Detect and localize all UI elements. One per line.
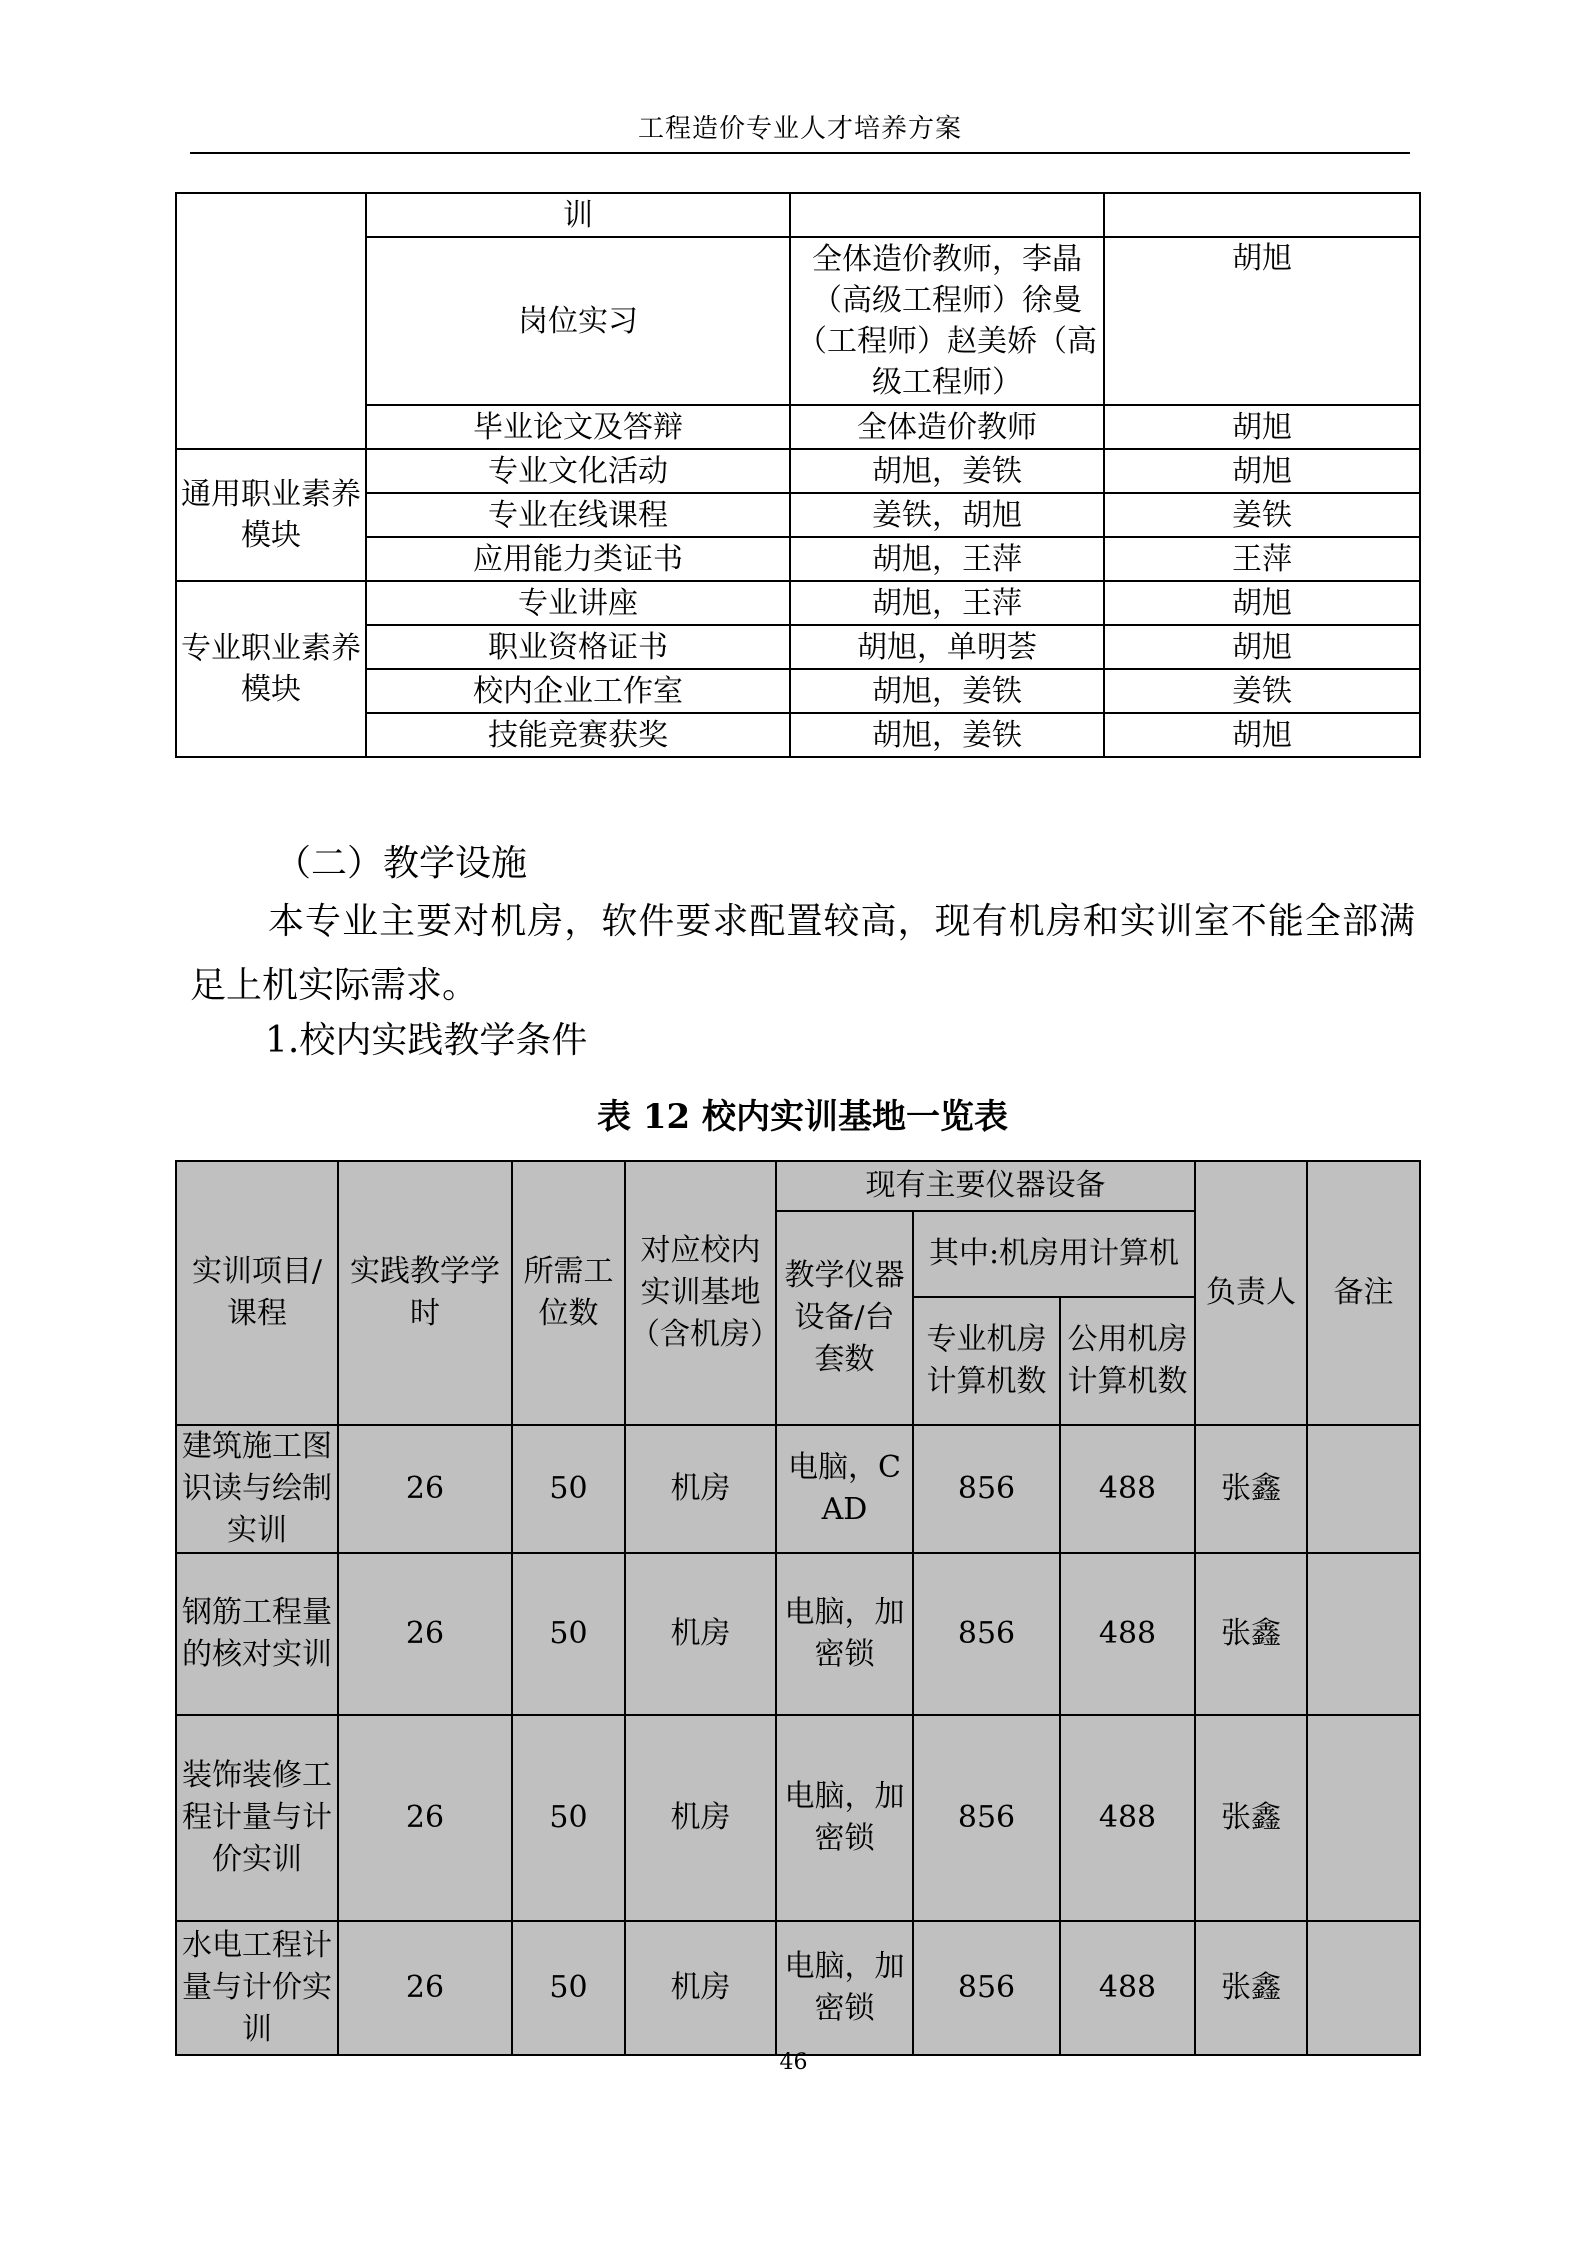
hours-cell: 26 — [338, 1553, 512, 1715]
header-dedicated: 专业机房计算机数 — [913, 1297, 1060, 1425]
lead-cell: 胡旭 — [1104, 237, 1420, 405]
project-cell: 建筑施工图识读与绘制实训 — [176, 1425, 338, 1553]
header-rule — [190, 152, 1410, 154]
stations-cell: 50 — [512, 1715, 625, 1921]
header-project: 实训项目/课程 — [176, 1161, 338, 1425]
dedicated-cell: 856 — [913, 1715, 1060, 1921]
teachers-cell: 全体造价教师 — [790, 405, 1104, 449]
header-stations: 所需工位数 — [512, 1161, 625, 1425]
public-cell: 488 — [1060, 1425, 1195, 1553]
lead-cell: 胡旭 — [1104, 405, 1420, 449]
public-cell: 488 — [1060, 1553, 1195, 1715]
header-owner: 负责人 — [1195, 1161, 1307, 1425]
staff-table — [175, 192, 1421, 758]
header-base: 对应校内实训基地（含机房） — [625, 1161, 776, 1425]
owner-cell: 张鑫 — [1195, 1553, 1307, 1715]
hours-cell: 26 — [338, 1715, 512, 1921]
owner-cell: 张鑫 — [1195, 1715, 1307, 1921]
lead-cell: 姜铁 — [1104, 669, 1420, 713]
teachers-cell: 胡旭，姜铁 — [790, 669, 1104, 713]
instruments-cell: 电脑，CAD — [776, 1425, 913, 1553]
table-row — [176, 1553, 1420, 1715]
teachers-cell: 胡旭，姜铁 — [790, 449, 1104, 493]
teachers-cell: 胡旭，王萍 — [790, 537, 1104, 581]
public-cell: 488 — [1060, 1715, 1195, 1921]
base-cell: 机房 — [625, 1921, 776, 2055]
teachers-cell: 胡旭，单明荟 — [790, 625, 1104, 669]
dedicated-cell: 856 — [913, 1553, 1060, 1715]
instruments-cell: 电脑，加密锁 — [776, 1553, 913, 1715]
item-cell: 技能竞赛获奖 — [366, 713, 790, 757]
base-cell: 机房 — [625, 1425, 776, 1553]
stations-cell: 50 — [512, 1553, 625, 1715]
item-cell: 职业资格证书 — [366, 625, 790, 669]
item-cell: 应用能力类证书 — [366, 537, 790, 581]
item-cell: 专业文化活动 — [366, 449, 790, 493]
lead-cell: 王萍 — [1104, 537, 1420, 581]
module-cell: 专业职业素养模块 — [176, 581, 366, 757]
module-cell-empty — [176, 193, 366, 449]
project-cell: 装饰装修工程计量与计价实训 — [176, 1715, 338, 1921]
instruments-cell: 电脑，加密锁 — [776, 1715, 913, 1921]
stations-cell: 50 — [512, 1921, 625, 2055]
teachers-cell: 全体造价教师，李晶（高级工程师）徐曼（工程师）赵美娇（高级工程师） — [790, 237, 1104, 405]
item-cell: 毕业论文及答辩 — [366, 405, 790, 449]
module-cell: 通用职业素养模块 — [176, 449, 366, 581]
lead-cell — [1104, 193, 1420, 237]
remarks-cell — [1307, 1715, 1420, 1921]
teachers-cell — [790, 193, 1104, 237]
stations-cell: 50 — [512, 1425, 625, 1553]
remarks-cell — [1307, 1553, 1420, 1715]
teachers-cell: 胡旭，姜铁 — [790, 713, 1104, 757]
item-cell: 专业在线课程 — [366, 493, 790, 537]
header-computer-group: 其中:机房用计算机 — [913, 1211, 1195, 1297]
lead-cell: 胡旭 — [1104, 713, 1420, 757]
remarks-cell — [1307, 1425, 1420, 1553]
public-cell: 488 — [1060, 1921, 1195, 2055]
base-cell: 机房 — [625, 1715, 776, 1921]
table-row — [176, 1921, 1420, 2055]
running-header: 工程造价专业人才培养方案 — [637, 114, 962, 144]
lead-cell: 胡旭 — [1104, 581, 1420, 625]
instruments-cell: 电脑，加密锁 — [776, 1921, 913, 2055]
item-cell: 岗位实习 — [366, 237, 790, 405]
dedicated-cell: 856 — [913, 1425, 1060, 1553]
lead-cell: 胡旭 — [1104, 449, 1420, 493]
remarks-cell — [1307, 1921, 1420, 2055]
teachers-cell: 胡旭，王萍 — [790, 581, 1104, 625]
base-cell: 机房 — [625, 1553, 776, 1715]
table-caption: 表 12 校内实训基地一览表 — [597, 1097, 1008, 1137]
section-heading: （二）教学设施 — [275, 843, 528, 884]
owner-cell: 张鑫 — [1195, 1425, 1307, 1553]
body-paragraph: 本专业主要对机房，软件要求配置较高，现有机房和实训室不能全部满足上机实际需求。 — [190, 901, 1415, 1006]
hours-cell: 26 — [338, 1921, 512, 2055]
teachers-cell: 姜铁，胡旭 — [790, 493, 1104, 537]
item-cell: 专业讲座 — [366, 581, 790, 625]
item-cell: 校内企业工作室 — [366, 669, 790, 713]
lead-cell: 胡旭 — [1104, 625, 1420, 669]
header-equipment-group: 现有主要仪器设备 — [776, 1161, 1195, 1211]
facility-table — [175, 1160, 1421, 2056]
page-number: 46 — [779, 2050, 808, 2075]
sub-heading: 1.校内实践教学条件 — [265, 1020, 588, 1061]
header-instruments: 教学仪器设备/台套数 — [776, 1211, 913, 1425]
owner-cell: 张鑫 — [1195, 1921, 1307, 2055]
table-row — [176, 1715, 1420, 1921]
project-cell: 水电工程计量与计价实训 — [176, 1921, 338, 2055]
header-public: 公用机房计算机数 — [1060, 1297, 1195, 1425]
carryover-cell: 训 — [366, 193, 790, 237]
lead-cell: 姜铁 — [1104, 493, 1420, 537]
header-hours: 实践教学学时 — [338, 1161, 512, 1425]
table-row — [176, 1425, 1420, 1553]
project-cell: 钢筋工程量的核对实训 — [176, 1553, 338, 1715]
dedicated-cell: 856 — [913, 1921, 1060, 2055]
header-remarks: 备注 — [1307, 1161, 1420, 1425]
hours-cell: 26 — [338, 1425, 512, 1553]
